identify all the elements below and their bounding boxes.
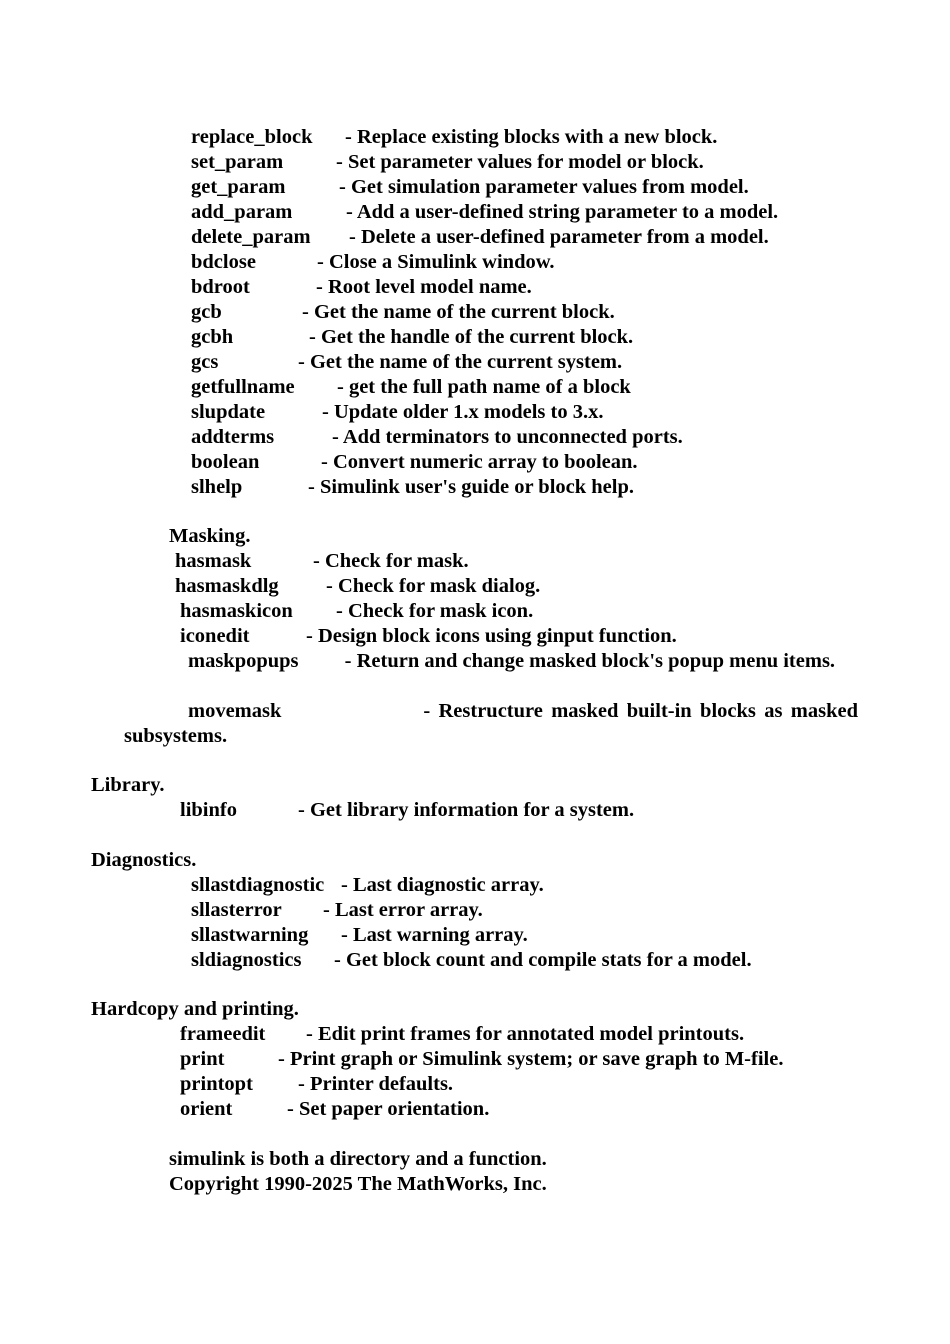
command-description: - Return and change masked block's popup menu items. <box>344 650 836 672</box>
command-name: sllastwarning <box>191 924 309 946</box>
command-description: - Close a Simulink window. <box>317 251 555 273</box>
section-heading-library: Library. <box>91 774 165 796</box>
command-name: replace_block <box>191 126 313 148</box>
command-name: hasmaskdlg <box>175 575 279 597</box>
command-name: get_param <box>191 176 286 198</box>
command-name: sllastdiagnostic <box>191 874 325 896</box>
command-name: sllasterror <box>191 899 282 921</box>
command-name: movemask <box>188 700 282 722</box>
command-description: - Print graph or Simulink system; or save graph to M-file. <box>278 1048 784 1070</box>
command-name: gcbh <box>191 326 234 348</box>
command-description: - Get the name of the current system. <box>298 351 623 373</box>
command-description: - Check for mask dialog. <box>326 575 541 597</box>
command-name: orient <box>180 1098 233 1120</box>
command-description: - Update older 1.x models to 3.x. <box>322 401 604 423</box>
command-description: - Delete a user-defined parameter from a model. <box>349 226 769 248</box>
section-heading-diagnostics: Diagnostics. <box>91 849 197 871</box>
copyright-notice: Copyright 1990-2025 The MathWorks, Inc. <box>169 1173 547 1195</box>
command-description: - Last error array. <box>323 899 483 921</box>
command-name: gcb <box>191 301 222 323</box>
command-description: - Check for mask. <box>313 550 469 572</box>
command-description: - Get block count and compile stats for a model. <box>334 949 752 971</box>
command-name: print <box>180 1048 225 1070</box>
command-name: set_param <box>191 151 284 173</box>
command-name: bdclose <box>191 251 256 273</box>
command-description: - Printer defaults. <box>298 1073 454 1095</box>
command-description: - Convert numeric array to boolean. <box>321 451 638 473</box>
command-description: - Get simulation parameter values from model. <box>339 176 749 198</box>
command-name: hasmask <box>175 550 252 572</box>
footer-note: simulink is both a directory and a function. <box>169 1148 547 1170</box>
command-description: - Restructure masked built-in blocks as masked subsystems. <box>124 700 858 747</box>
command-description: - Get library information for a system. <box>298 799 635 821</box>
section-heading-hardcopy: Hardcopy and printing. <box>91 998 299 1020</box>
command-name: slhelp <box>191 476 243 498</box>
command-entry-wrapped <box>124 699 858 749</box>
command-name: frameedit <box>180 1023 266 1045</box>
command-description: - Design block icons using ginput function. <box>306 625 677 647</box>
command-name: printopt <box>180 1073 253 1095</box>
command-name: maskpopups <box>188 650 299 672</box>
command-name: delete_param <box>191 226 311 248</box>
command-description: - Last warning array. <box>341 924 528 946</box>
command-name: getfullname <box>191 376 295 398</box>
command-description: - Get the name of the current block. <box>302 301 615 323</box>
command-description: - Root level model name. <box>316 276 532 298</box>
command-description: - get the full path name of a block <box>337 376 631 398</box>
command-description: - Add terminators to unconnected ports. <box>332 426 683 448</box>
section-heading-masking: Masking. <box>169 525 251 547</box>
command-name: addterms <box>191 426 275 448</box>
command-description: - Simulink user's guide or block help. <box>308 476 634 498</box>
command-name: sldiagnostics <box>191 949 302 971</box>
command-name: boolean <box>191 451 260 473</box>
command-name: add_param <box>191 201 293 223</box>
command-name: hasmaskicon <box>180 600 293 622</box>
command-description: - Add a user-defined string parameter to a model. <box>346 201 779 223</box>
command-description: - Edit print frames for annotated model printouts. <box>306 1023 745 1045</box>
command-description: - Last diagnostic array. <box>341 874 544 896</box>
command-description: - Replace existing blocks with a new block. <box>345 126 718 148</box>
command-name: libinfo <box>180 799 237 821</box>
command-name: bdroot <box>191 276 250 298</box>
command-description: - Set parameter values for model or block. <box>336 151 704 173</box>
command-description: - Check for mask icon. <box>336 600 534 622</box>
command-entry-wrapped <box>124 649 858 674</box>
command-name: gcs <box>191 351 219 373</box>
command-name: slupdate <box>191 401 266 423</box>
command-description: - Get the handle of the current block. <box>309 326 634 348</box>
command-description: - Set paper orientation. <box>287 1098 490 1120</box>
command-name: iconedit <box>180 625 250 647</box>
